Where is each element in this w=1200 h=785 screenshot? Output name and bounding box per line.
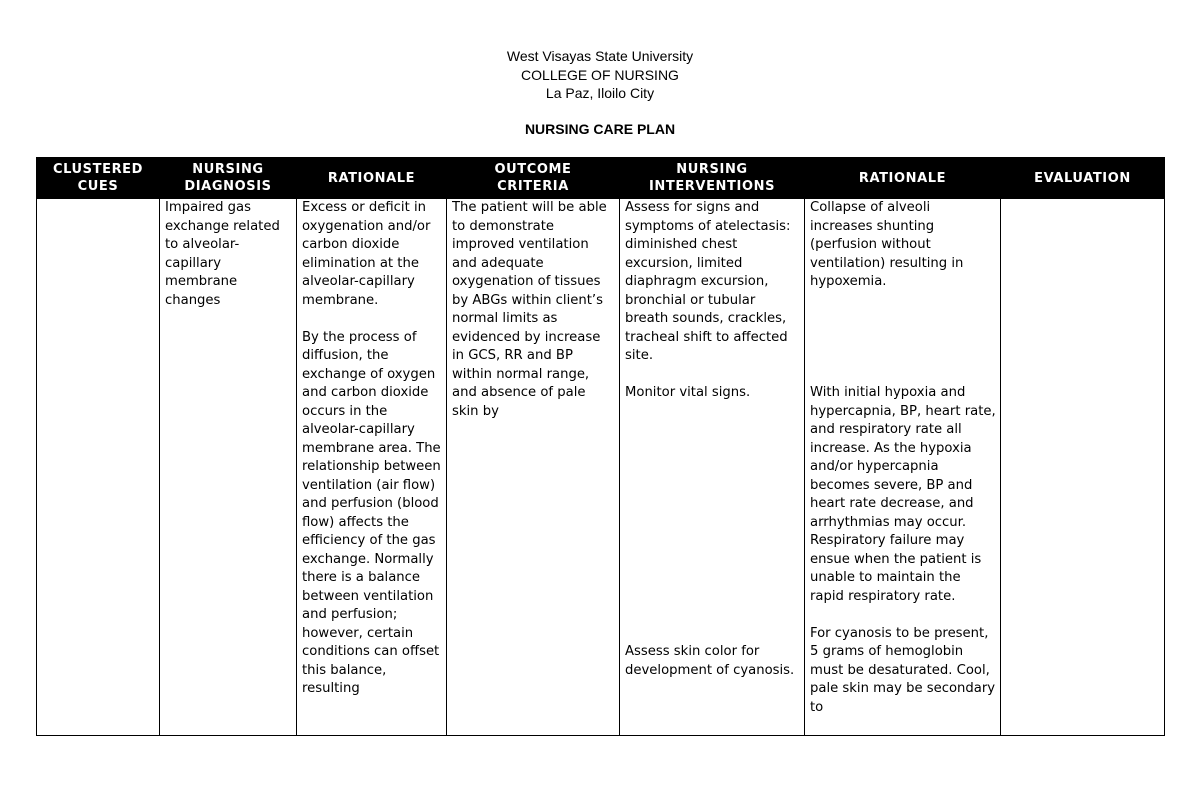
intervention-rationale-item: Collapse of alveoli increases shunting (perfusion without ventilation) resulting in hypoxemia. — [810, 200, 964, 289]
document-header — [0, 47, 1200, 103]
rationale-paragraph: Excess or deficit in oxygenation and/or carbon dioxide elimination at the alveolar-capillary membrane. — [302, 200, 431, 308]
college-name: COLLEGE OF NURSING — [521, 66, 679, 83]
address: La Paz, Iloilo City — [545, 85, 655, 101]
col-header-nursing-interventions: NURSING INTERVENTIONS — [620, 158, 805, 199]
col-header-nursing-diagnosis: NURSING DIAGNOSIS — [160, 158, 297, 199]
cell-outcome-criteria: The patient will be able to demonstrate improved ventilation and adequate oxygenation of tissues by ABGs within client’s normal limits as evidenced by increase in GCS, RR and BP within normal range, and absence of pale skin by — [447, 199, 620, 736]
cell-evaluation — [1001, 199, 1165, 736]
col-header-outcome-criteria: OUTCOME CRITERIA — [447, 158, 620, 199]
document-title: NURSING CARE PLAN — [524, 121, 676, 137]
col-header-rationale: RATIONALE — [297, 158, 447, 199]
rationale-paragraph: By the process of diffusion, the exchange of oxygen and carbon dioxide occurs in the alveolar-capillary membrane area. The relationship between ventilation (air flow) and perfusion (blood flow) affects the efficiency of the gas exchange. Normally there is a balance between ventilation and perfusion; however, certain conditions can offset this balance, resulting — [302, 329, 441, 696]
university-name: West Visayas State University — [506, 48, 694, 64]
intervention-rationale-item: With initial hypoxia and hypercapnia, BP, heart rate, and respiratory rate all increase. As the hypoxia and/or hypercapnia becomes severe, BP and heart rate decrease, and arrhythmias may occur. Respiratory failure may ensue when the patient is unable to maintain the rapid respiratory rate. — [810, 385, 996, 604]
table-row — [37, 199, 1165, 736]
col-header-clustered-cues: CLUSTERED CUES — [37, 158, 160, 199]
cell-nursing-interventions — [620, 199, 805, 736]
intervention-item: Monitor vital signs. — [625, 385, 751, 400]
intervention-item: Assess for signs and symptoms of atelectasis: diminished chest excursion, limited diaphragm excursion, bronchial or tubular breath sounds, crackles, tracheal shift to affected site. — [625, 200, 791, 363]
cell-nursing-diagnosis: Impaired gas exchange related to alveolar-capillary membrane changes — [160, 199, 297, 736]
intervention-rationale-item: For cyanosis to be present, 5 grams of hemoglobin must be desaturated. Cool, pale skin may be secondary to — [810, 625, 996, 715]
cell-rationale — [297, 199, 447, 736]
cell-interventions-rationale — [805, 199, 1001, 736]
col-header-interventions-rationale: RATIONALE — [805, 158, 1001, 199]
table-header-row — [37, 158, 1165, 199]
intervention-item: Assess skin color for development of cyanosis. — [625, 644, 795, 678]
col-header-evaluation: EVALUATION — [1001, 158, 1165, 199]
care-plan-table — [36, 157, 1165, 736]
cell-clustered-cues — [37, 199, 160, 736]
